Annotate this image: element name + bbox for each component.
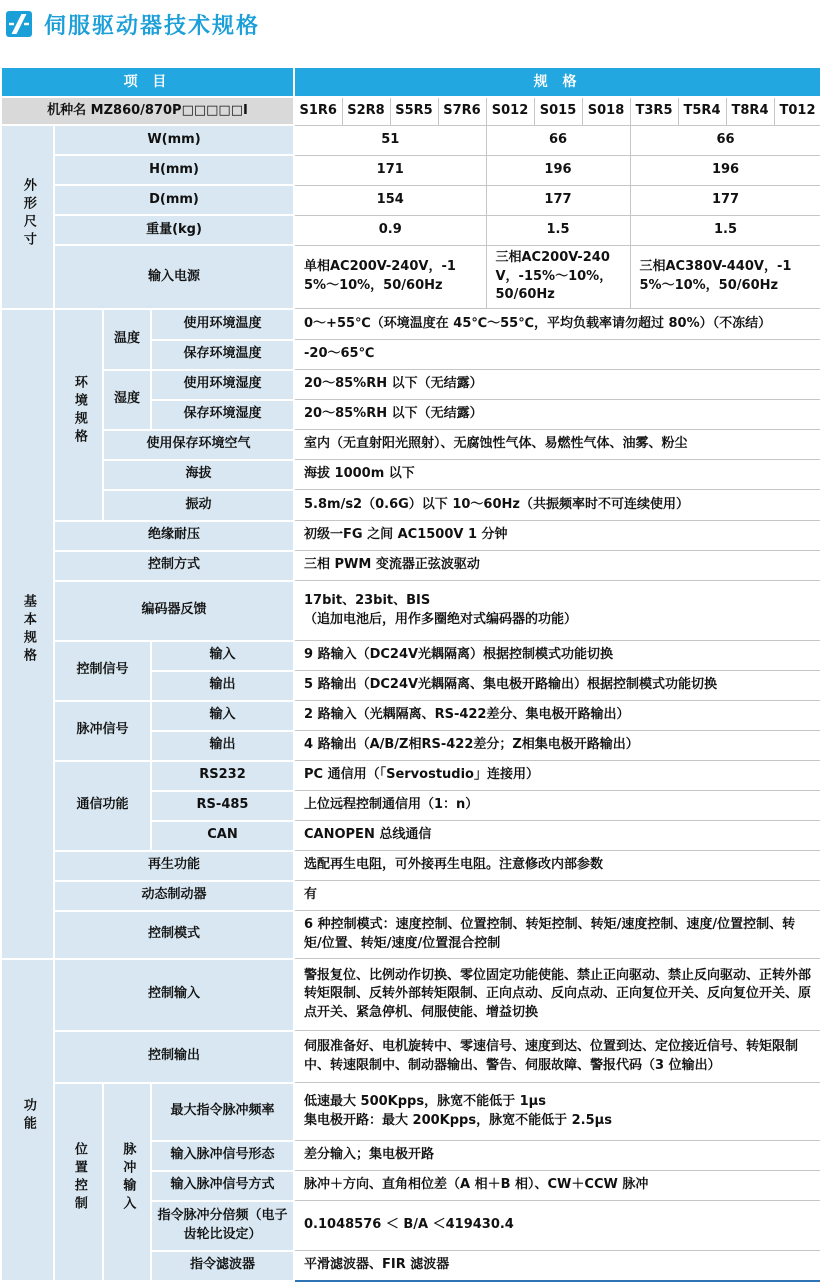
section-dimensions xyxy=(1,125,54,309)
pulse-freq-line1: 低速最大 500Kpps，脉宽不能低于 1μs xyxy=(304,1093,546,1109)
insulation-value: 初级一FG 之间 AC1500V 1 分钟 xyxy=(294,521,820,551)
position-control-group xyxy=(54,1083,103,1281)
control-output-label: 控制输出 xyxy=(54,1031,294,1083)
control-mode-label: 控制模式 xyxy=(54,911,294,959)
control-method-value: 三相 PWM 变流器正弦波驱动 xyxy=(294,551,820,581)
env-row-value: 20～85%RH 以下（无结露） xyxy=(294,370,820,400)
dim-value: 66 xyxy=(486,125,630,155)
model-code: S1R6 xyxy=(294,97,342,125)
dim-row-label: D(mm) xyxy=(54,185,294,215)
model-code: S2R8 xyxy=(342,97,390,125)
pulse-freq-line2: 集电极开路：最大 200Kpps，脉宽不能低于 2.5μs xyxy=(304,1112,612,1128)
encoder-label: 编码器反馈 xyxy=(54,581,294,641)
dim-value: 0.9 xyxy=(294,215,486,245)
control-mode-value: 6 种控制模式：速度控制、位置控制、转矩控制、转矩/速度控制、速度/位置控制、转矩/位置、转矩/速度/位置混合控制 xyxy=(294,911,820,959)
comm-row-label: CAN xyxy=(151,821,294,851)
comm-row-label: RS232 xyxy=(151,761,294,791)
humidity-group-label: 湿度 xyxy=(103,370,151,430)
model-code: S012 xyxy=(486,97,534,125)
position-row-value: 脉冲＋方向、直角相位差（A 相＋B 相）、CW＋CCW 脉冲 xyxy=(294,1171,820,1201)
position-row-value: 平滑滤波器、FIR 滤波器 xyxy=(294,1251,820,1281)
control-signal-output-value: 5 路输出（DC24V光耦隔离、集电极开路输出）根据控制模式功能切换 xyxy=(294,671,820,701)
dim-value: 1.5 xyxy=(486,215,630,245)
encoder-value-line1: 17bit、23bit、BIS xyxy=(304,592,431,608)
position-row-label: 最大指令脉冲频率 xyxy=(151,1083,294,1141)
dim-value: 154 xyxy=(294,185,486,215)
pulse-signal-output-label: 输出 xyxy=(151,731,294,761)
comm-row-value: 上位远程控制通信用（1：n） xyxy=(294,791,820,821)
regen-value: 选配再生电阻，可外接再生电阻。注意修改内部参数 xyxy=(294,851,820,881)
position-row-label: 指令滤波器 xyxy=(151,1251,294,1281)
position-row-label: 输入脉冲信号形态 xyxy=(151,1141,294,1171)
section-basic-label: 基本规格 xyxy=(20,594,36,667)
control-input-value: 警报复位、比例动作切换、零位固定功能使能、禁止正向驱动、禁止反向驱动、正转外部转矩限制、反转外部转矩限制、正向点动、反向点动、正向复位开关、反向复位开关、原点开关、紧急停机、伺服使能、增益切换 xyxy=(294,959,820,1031)
env-group-label: 环境规格 xyxy=(71,375,87,448)
altitude-label: 海拔 xyxy=(103,460,294,490)
model-code: S015 xyxy=(534,97,582,125)
model-code: T3R5 xyxy=(630,97,678,125)
air-label: 使用保存环境空气 xyxy=(103,430,294,460)
control-input-label: 控制输入 xyxy=(54,959,294,1031)
encoder-value xyxy=(294,581,820,641)
env-row-value: 20～85%RH 以下（无结露） xyxy=(294,400,820,430)
position-control-label: 位置控制 xyxy=(71,1142,87,1215)
regen-label: 再生功能 xyxy=(54,851,294,881)
comm-row-value: PC 通信用（「Servostudio」连接用） xyxy=(294,761,820,791)
power-value: 单相AC200V-240V，-15%～10%，50/60Hz xyxy=(294,245,486,309)
env-row-label: 保存环境湿度 xyxy=(151,400,294,430)
encoder-value-line2: （追加电池后，用作多圈绝对式编码器的功能） xyxy=(304,611,578,627)
pulse-signal-input-label: 输入 xyxy=(151,701,294,731)
dim-row-label: W(mm) xyxy=(54,125,294,155)
comm-row-label: RS-485 xyxy=(151,791,294,821)
env-row-value: -20～65℃ xyxy=(294,340,820,370)
model-code: T012 xyxy=(774,97,820,125)
dim-value: 177 xyxy=(630,185,820,215)
section-basic xyxy=(1,309,54,959)
insulation-label: 绝缘耐压 xyxy=(54,521,294,551)
dim-value: 66 xyxy=(630,125,820,155)
altitude-value: 海拔 1000m 以下 xyxy=(294,460,820,490)
air-value: 室内（无直射阳光照射）、无腐蚀性气体、易燃性气体、油雾、粉尘 xyxy=(294,430,820,460)
comm-row-value: CANOPEN 总线通信 xyxy=(294,821,820,851)
dim-value: 171 xyxy=(294,155,486,185)
env-row-label: 保存环境温度 xyxy=(151,340,294,370)
dim-value: 51 xyxy=(294,125,486,155)
model-code: S7R6 xyxy=(438,97,486,125)
section-function-label: 功能 xyxy=(20,1098,36,1135)
page-title: 伺服驱动器技术规格 xyxy=(44,13,261,39)
position-row-value: 差分输入；集电极开路 xyxy=(294,1141,820,1171)
pulse-signal-label: 脉冲信号 xyxy=(54,701,151,761)
position-row-label: 指令脉冲分倍频（电子齿轮比设定） xyxy=(151,1201,294,1251)
dim-value: 196 xyxy=(486,155,630,185)
env-row-label: 使用环境湿度 xyxy=(151,370,294,400)
comm-group-label: 通信功能 xyxy=(54,761,151,851)
position-row-value: 0.1048576 ＜ B/A ＜419430.4 xyxy=(294,1201,820,1251)
control-signal-input-label: 输入 xyxy=(151,641,294,671)
env-row-label: 使用环境温度 xyxy=(151,309,294,340)
pulse-input-label: 脉冲输入 xyxy=(120,1142,136,1215)
pulse-signal-input-value: 2 路输入（光耦隔离、RS-422差分、集电极开路输出） xyxy=(294,701,820,731)
header-item: 项 目 xyxy=(1,67,294,97)
brake-label: 动态制动器 xyxy=(54,881,294,911)
model-code: T8R4 xyxy=(726,97,774,125)
section-function xyxy=(1,959,54,1281)
env-row-value: 0～+55℃（环境温度在 45℃～55℃，平均负载率请勿超过 80%）（不冻结） xyxy=(294,309,820,340)
vibration-label: 振动 xyxy=(103,490,294,521)
position-row-value xyxy=(294,1083,820,1141)
control-signal-output-label: 输出 xyxy=(151,671,294,701)
dim-row-label: 重量(kg) xyxy=(54,215,294,245)
model-code: T5R4 xyxy=(678,97,726,125)
model-name-label: 机种名 MZ860/870P□□□□□I xyxy=(1,97,294,125)
dim-value: 177 xyxy=(486,185,630,215)
section-dimensions-label: 外形尺寸 xyxy=(20,177,36,250)
power-value: 三相AC380V-440V，-15%～10%，50/60Hz xyxy=(630,245,820,309)
model-code: S5R5 xyxy=(390,97,438,125)
brand-logo-icon xyxy=(6,11,32,37)
pulse-signal-output-value: 4 路输出（A/B/Z相RS-422差分；Z相集电极开路输出） xyxy=(294,731,820,761)
model-code: S018 xyxy=(582,97,630,125)
control-output-value: 伺服准备好、电机旋转中、零速信号、速度到达、位置到达、定位接近信号、转矩限制中、转速限制中、制动器输出、警告、伺服故障、警报代码（3 位输出） xyxy=(294,1031,820,1083)
control-method-label: 控制方式 xyxy=(54,551,294,581)
position-row-label: 输入脉冲信号方式 xyxy=(151,1171,294,1201)
power-value: 三相AC200V-240V，-15%～10%，50/60Hz xyxy=(486,245,630,309)
dim-row-label: H(mm) xyxy=(54,155,294,185)
pulse-input-group xyxy=(103,1083,151,1281)
control-signal-input-value: 9 路输入（DC24V光耦隔离）根据控制模式功能切换 xyxy=(294,641,820,671)
dim-value: 1.5 xyxy=(630,215,820,245)
env-group xyxy=(54,309,103,521)
title-bar xyxy=(0,0,820,40)
header-spec: 规 格 xyxy=(294,67,820,97)
power-label: 输入电源 xyxy=(54,245,294,309)
brake-value: 有 xyxy=(294,881,820,911)
dim-value: 196 xyxy=(630,155,820,185)
temp-group-label: 温度 xyxy=(103,309,151,370)
spec-table xyxy=(0,66,820,1282)
vibration-value: 5.8m/s2（0.6G）以下 10～60Hz（共振频率时不可连续使用） xyxy=(294,490,820,521)
control-signal-label: 控制信号 xyxy=(54,641,151,701)
